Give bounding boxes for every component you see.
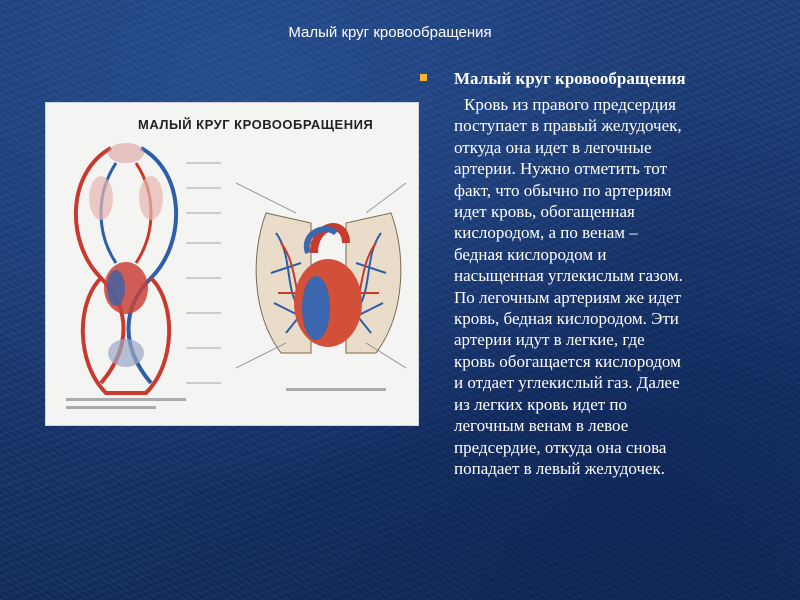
body-line: насыщенная углекислым газом. [454, 266, 683, 286]
body-line: Кровь из правого предсердия [464, 95, 676, 114]
slide-title: Малый круг кровообращения [288, 24, 492, 41]
body-line: и отдает углекислый газ. Далее [454, 373, 680, 393]
body-line: кровь обогащается кислородом [454, 351, 681, 371]
content-heading: Малый круг кровообращения [454, 69, 686, 88]
body-line: легочным венам в левое [454, 416, 629, 436]
body-line: откуда она идет в легочные [454, 137, 652, 157]
body-line: из легких кровь идет по [454, 394, 628, 414]
body-line: предсердие, откуда она снова [454, 437, 667, 457]
body-line: кровь, бедная кислородом. Эти [454, 309, 679, 329]
figure-caption-title: МАЛЫЙ КРУГ КРОВООБРАЩЕНИЯ [138, 117, 374, 132]
body-line: попадает в левый желудочек. [454, 458, 666, 478]
body-line: По легочным артериям же идет [454, 287, 682, 307]
body-line: поступает в правый желудочек, [454, 116, 682, 136]
circulation-diagram-illustration [46, 103, 418, 425]
body-line: идет кровь, обогащенная [454, 202, 635, 222]
body-line: артерии идут в легкие, где [454, 330, 645, 350]
body-line: артерии. Нужно отметить тот [454, 159, 668, 179]
body-line: кислородом, а по венам – [454, 223, 638, 243]
content-body [454, 94, 774, 479]
body-line: бедная кислородом и [454, 244, 607, 264]
bullet-marker-icon [420, 74, 427, 81]
circulation-diagram-image [46, 103, 418, 425]
body-line: факт, что обычно по артериям [454, 180, 672, 200]
